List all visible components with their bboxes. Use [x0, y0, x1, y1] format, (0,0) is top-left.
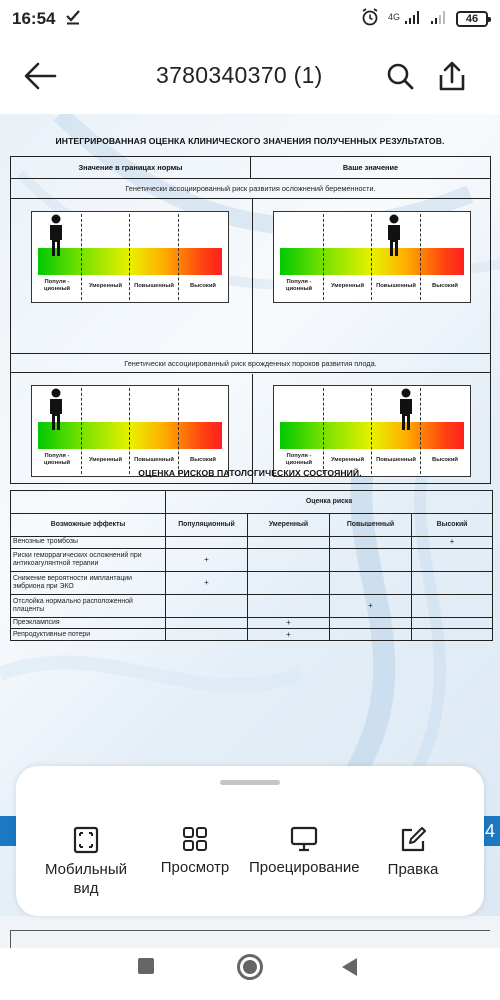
- risk-cell: [330, 617, 412, 629]
- table-row: [11, 617, 493, 629]
- document-title: 3780340370 (1): [156, 62, 323, 88]
- gauge-norm-1: Популя - ционный Умеренный Повышенный Высокий: [31, 211, 229, 303]
- share-icon[interactable]: [438, 60, 466, 92]
- risk-cell: +: [166, 571, 248, 594]
- integrated-assessment-table: [10, 156, 491, 484]
- home-icon[interactable]: [237, 954, 263, 980]
- risk-cell: [166, 629, 248, 641]
- risk-column-header: Умеренный: [248, 514, 330, 537]
- search-icon[interactable]: [386, 62, 414, 90]
- risk-cell: [412, 571, 493, 594]
- person-icon: [384, 214, 404, 258]
- person-icon: [396, 388, 416, 432]
- edit-button[interactable]: Правка: [358, 826, 468, 879]
- gauge-yours-1: Популя - ционный Умеренный Повышенный Высокий: [273, 211, 471, 303]
- sheet-drag-handle[interactable]: [220, 780, 280, 785]
- table-row: [11, 537, 493, 549]
- row-label-pregnancy-risk: Генетически ассоциированный риск развития осложнений беременности.: [11, 179, 490, 199]
- view-button[interactable]: Просмотр: [140, 826, 250, 877]
- system-nav-bar: [0, 948, 500, 1000]
- gauge-norm-2: Популя - ционный Умеренный Повышенный Высокий: [31, 385, 229, 477]
- column-header-norm: Значение в границах нормы: [11, 157, 251, 178]
- recent-apps-icon[interactable]: [138, 958, 154, 974]
- column-header-yours: Ваше значение: [342, 163, 399, 172]
- download-done-icon: [65, 9, 81, 30]
- risk-effect-label: Репродуктивные потери: [11, 629, 166, 641]
- risk-column-header: Повышенный: [330, 514, 412, 537]
- table-row: [11, 548, 493, 571]
- risk-cell: [166, 617, 248, 629]
- risk-cell: +: [248, 617, 330, 629]
- section-title-integrated: ИНТЕГРИРОВАННАЯ ОЦЕНКА КЛИНИЧЕСКОГО ЗНАЧЕНИЯ ПОЛУЧЕННЫХ РЕЗУЛЬТАТОВ.: [55, 136, 445, 146]
- risk-cell: +: [166, 548, 248, 571]
- risk-cell: [330, 629, 412, 641]
- status-bar: [0, 0, 500, 38]
- risk-cell: [412, 548, 493, 571]
- risk-cell: [330, 537, 412, 549]
- person-icon: [46, 214, 66, 258]
- grid-view-icon: [182, 826, 208, 852]
- risk-cell: [248, 537, 330, 549]
- risk-cell: [330, 548, 412, 571]
- effects-header: Возможные эффекты: [11, 514, 166, 537]
- gauge-yours-2: Популя - ционный Умеренный Повышенный Высокий: [273, 385, 471, 477]
- toolbar-edge-right: 4: [480, 816, 500, 846]
- risk-table: [10, 490, 492, 641]
- document-page-lower: [0, 916, 500, 948]
- risk-cell: [248, 548, 330, 571]
- edit-icon: [399, 826, 427, 854]
- risk-effect-label: Риски геморрагических осложнений при антикоагулянтной терапии: [11, 548, 166, 571]
- risk-cell: +: [330, 594, 412, 617]
- monitor-icon: [290, 826, 318, 852]
- nav-back-icon[interactable]: [342, 958, 357, 976]
- risk-cell: +: [412, 537, 493, 549]
- back-arrow-icon[interactable]: [22, 60, 58, 92]
- risk-effect-label: Отслойка нормально расположенной плаценты: [11, 594, 166, 617]
- app-bar: [0, 38, 500, 114]
- signal-icon: [404, 9, 422, 30]
- risk-column-header: Высокий: [412, 514, 493, 537]
- risk-cell: [412, 629, 493, 641]
- signal-2-icon: [430, 9, 448, 30]
- risk-cell: [412, 594, 493, 617]
- risk-effect-label: Снижение вероятности имплантации эмбриона при ЭКО: [11, 571, 166, 594]
- risk-cell: [248, 571, 330, 594]
- table-row: [11, 594, 493, 617]
- battery-icon: 46: [456, 11, 488, 27]
- risk-cell: [412, 617, 493, 629]
- risk-cell: [248, 594, 330, 617]
- risk-effect-label: Венозные тромбозы: [11, 537, 166, 549]
- risk-cell: [166, 594, 248, 617]
- table-header: [11, 157, 490, 179]
- table-row: [11, 629, 493, 641]
- person-icon: [46, 388, 66, 432]
- risk-group-header: Оценка риска: [166, 491, 493, 514]
- row-label-malformation-risk: Генетически ассоциированный риск врожденных пороков развития плода.: [11, 353, 490, 373]
- section-title-risks: ОЦЕНКА РИСКОВ ПАТОЛОГИЧЕСКИХ СОСТОЯНИЙ.: [138, 468, 362, 478]
- risk-column-header: Популяционный: [166, 514, 248, 537]
- mobile-view-icon: [73, 826, 99, 854]
- risk-cell: [330, 571, 412, 594]
- status-time: 16:54: [12, 9, 56, 28]
- network-type: 4G: [387, 11, 400, 22]
- bottom-sheet: [16, 766, 484, 916]
- mobile-view-button[interactable]: Мобильный вид: [31, 826, 141, 898]
- risk-cell: +: [248, 629, 330, 641]
- risk-effect-label: Преэклампсия: [11, 617, 166, 629]
- projection-button[interactable]: Проецирование: [249, 826, 359, 877]
- alarm-icon: [360, 7, 380, 32]
- table-row: [11, 571, 493, 594]
- risk-cell: [166, 537, 248, 549]
